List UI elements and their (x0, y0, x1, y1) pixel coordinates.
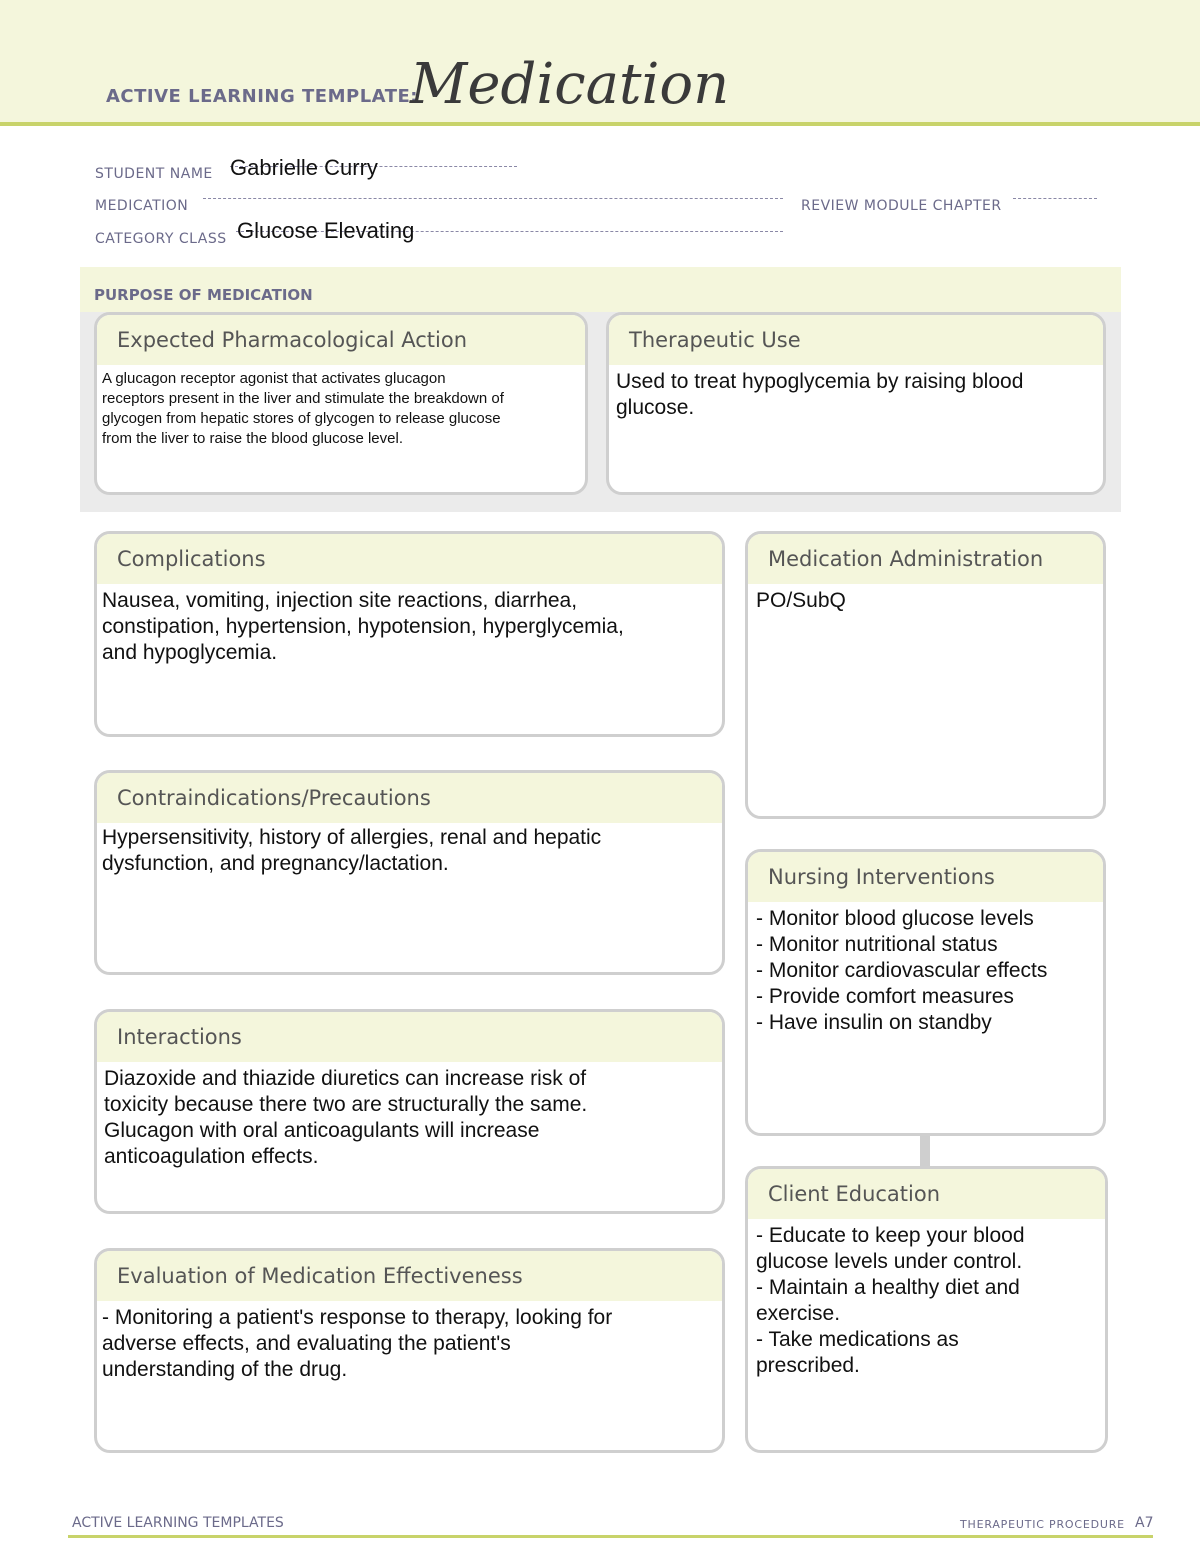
administration-body[interactable] (748, 584, 1103, 614)
text-line: understanding of the drug. (102, 1358, 348, 1381)
text-line: Used to treat hypoglycemia by raising blood (616, 370, 1024, 393)
text-line: Hypersensitivity, history of allergies, renal and hepatic (102, 826, 602, 849)
evaluation-body[interactable] (97, 1301, 722, 1383)
interactions-title: Interactions (97, 1012, 722, 1062)
interactions-body[interactable] (97, 1062, 722, 1170)
medication-line (203, 198, 783, 199)
template-label: ACTIVE LEARNING TEMPLATE: (106, 86, 418, 107)
connector-bar (920, 1134, 930, 1168)
category-class-field[interactable]: Glucose Elevating (237, 218, 415, 243)
student-name-field[interactable]: Gabrielle Curry (230, 155, 378, 180)
complications-body[interactable] (97, 584, 722, 666)
category-class-label: CATEGORY CLASS (95, 231, 227, 247)
text-line: glucose levels under control. (756, 1250, 1023, 1273)
review-module-line (1013, 198, 1097, 199)
text-line: - Monitor nutritional status (756, 933, 998, 956)
text-line: - Monitor blood glucose levels (756, 907, 1034, 930)
administration-box (745, 531, 1106, 819)
text-line: receptors present in the liver and stimulate the breakdown of (102, 390, 504, 407)
medication-label: MEDICATION (95, 198, 189, 214)
text-line: prescribed. (756, 1354, 860, 1377)
text-line: - Have insulin on standby (756, 1011, 992, 1034)
evaluation-title: Evaluation of Medication Effectiveness (97, 1251, 722, 1301)
nursing-interventions-title: Nursing Interventions (748, 852, 1103, 902)
nursing-interventions-box (745, 849, 1106, 1136)
evaluation-box (94, 1248, 725, 1453)
contraindications-body[interactable] (97, 823, 722, 877)
text-line: dysfunction, and pregnancy/lactation. (102, 852, 449, 875)
complications-box (94, 531, 725, 737)
text-line: toxicity because there two are structurally the same. (104, 1093, 588, 1116)
therapeutic-use-title: Therapeutic Use (609, 315, 1103, 365)
expected-action-body[interactable] (97, 365, 585, 449)
expected-action-box (94, 312, 588, 495)
student-name-label: STUDENT NAME (95, 166, 213, 182)
contraindications-box (94, 770, 725, 975)
text-line: - Monitor cardiovascular effects (756, 959, 1048, 982)
text-line: anticoagulation effects. (104, 1145, 319, 1168)
text-line: - Monitoring a patient's response to therapy, looking for (102, 1306, 613, 1329)
client-education-body[interactable] (748, 1219, 1105, 1379)
expected-action-title: Expected Pharmacological Action (97, 315, 585, 365)
footer-page-number: A7 (1135, 1515, 1154, 1531)
client-education-box (745, 1166, 1108, 1453)
therapeutic-use-body[interactable] (609, 365, 1103, 421)
administration-title: Medication Administration (748, 534, 1103, 584)
nursing-interventions-body[interactable] (748, 902, 1103, 1036)
header-rule (0, 122, 1200, 126)
text-line: - Educate to keep your blood (756, 1224, 1025, 1247)
therapeutic-use-box (606, 312, 1106, 495)
template-title: Medication (410, 52, 730, 117)
text-line: - Maintain a healthy diet and (756, 1276, 1020, 1299)
text-line: Nausea, vomiting, injection site reactions, diarrhea, (102, 589, 578, 612)
text-line: from the liver to raise the blood glucose level. (102, 430, 403, 447)
text-line: - Provide comfort measures (756, 985, 1014, 1008)
text-line: A glucagon receptor agonist that activates glucagon (102, 370, 446, 387)
complications-title: Complications (97, 534, 722, 584)
text-line: and hypoglycemia. (102, 641, 278, 664)
interactions-box (94, 1009, 725, 1214)
text-line: PO/SubQ (756, 589, 846, 612)
text-line: Diazoxide and thiazide diuretics can increase risk of (104, 1067, 587, 1090)
contraindications-title: Contraindications/Precautions (97, 773, 722, 823)
text-line: Glucagon with oral anticoagulants will increase (104, 1119, 540, 1142)
footer-right: THERAPEUTIC PROCEDURE (960, 1518, 1125, 1531)
text-line: adverse effects, and evaluating the patient's (102, 1332, 511, 1355)
footer-left: ACTIVE LEARNING TEMPLATES (72, 1515, 284, 1531)
text-line: exercise. (756, 1302, 841, 1325)
text-line: glycogen from hepatic stores of glycogen to release glucose (102, 410, 501, 427)
text-line: glucose. (616, 396, 695, 419)
purpose-label: PURPOSE OF MEDICATION (94, 286, 313, 304)
text-line: constipation, hypertension, hypotension, hyperglycemia, (102, 615, 624, 638)
review-module-label: REVIEW MODULE CHAPTER (801, 198, 1002, 214)
client-education-title: Client Education (748, 1169, 1105, 1219)
text-line: - Take medications as (756, 1328, 959, 1351)
footer-rule (68, 1535, 1153, 1538)
